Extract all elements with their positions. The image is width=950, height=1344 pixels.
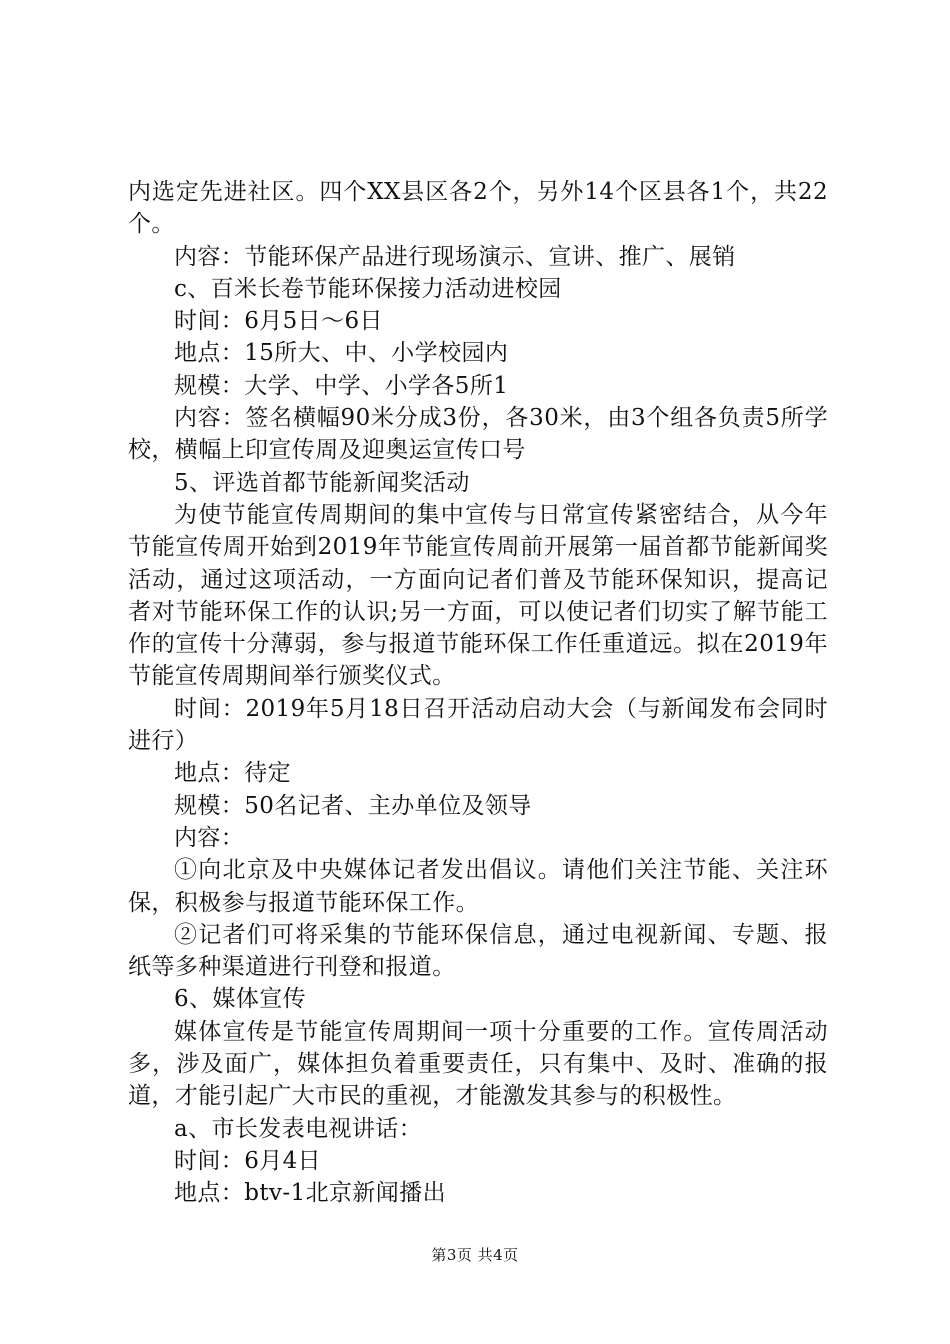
paragraph: 内选定先进社区。四个XX县区各2个，另外14个区县各1个，共22个。 [128, 179, 828, 238]
paragraph: 时间：6月4日 [174, 1147, 322, 1174]
page-footer: 第3页 共4页 [431, 1246, 519, 1264]
paragraph: c、百米长卷节能环保接力活动进校园 [174, 275, 562, 302]
paragraph: 6、媒体宣传 [174, 986, 307, 1013]
paragraph: 规模：50名记者、主办单位及领导 [174, 792, 532, 819]
paragraph: 内容：节能环保产品进行现场演示、宣讲、推广、展销 [174, 243, 736, 270]
paragraph: 时间：2019年5月18日召开活动启动大会（与新闻发布会同时进行） [128, 695, 828, 755]
paragraph: 内容： [174, 824, 245, 851]
paragraph: 内容：签名横幅90米分成3份，各30米，由3个组各负责5所学校，横幅上印宣传周及迎奥运宣传口号 [128, 405, 828, 464]
paragraph: 时间：6月5日～6日 [174, 308, 383, 335]
paragraph: 地点：btv-1北京新闻播出 [174, 1180, 446, 1207]
paragraph: ②记者们可将采集的节能环保信息，通过电视新闻、专题、报纸等多种渠道进行刊登和报道。 [128, 921, 828, 981]
paragraph: a、市长发表电视讲话： [174, 1115, 423, 1142]
paragraph: 地点：待定 [174, 760, 291, 787]
paragraph: 媒体宣传是节能宣传周期间一项十分重要的工作。宣传周活动多，涉及面广，媒体担负着重要责任，只有集中、及时、准确的报道，才能引起广大市民的重视，才能激发其参与的积极性。 [128, 1018, 828, 1110]
document-body [128, 176, 828, 1210]
paragraph: 地点：15所大、中、小学校园内 [174, 340, 509, 367]
paragraph: 5、评选首都节能新闻奖活动 [174, 469, 470, 496]
paragraph: 为使节能宣传周期间的集中宣传与日常宣传紧密结合，从今年节能宣传周开始到2019年节能宣传周前开展第一届首都节能新闻奖活动，通过这项活动，一方面向记者们普及节能环保知识，提高记者对节能环保工作的认识;另一方面，可以使记者们切实了解节能工作的宣传十分薄弱，参与报道节能环保工作任重道远。拟在2019年节能宣传周期间举行颁奖仪式。 [128, 501, 828, 690]
paragraph: ①向北京及中央媒体记者发出倡议。请他们关注节能、关注环保，积极参与报道节能环保工作。 [128, 857, 828, 916]
paragraph: 规模：大学、中学、小学各5所1 [174, 372, 509, 399]
